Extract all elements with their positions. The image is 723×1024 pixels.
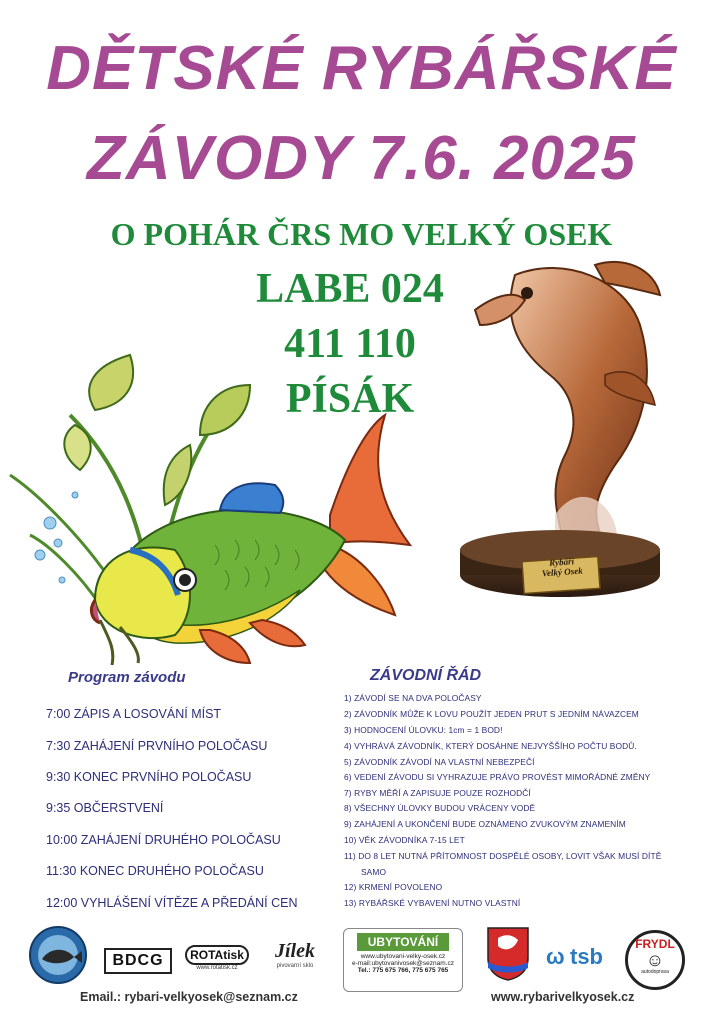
rule-item: 6) VEDENÍ ZÁVODU SI VYHRAZUJE PRÁVO PROVÉST MIMOŘÁDNÉ ZMĚNY [344, 772, 651, 782]
rule-item: 7) RYBY MĚŘÍ A ZAPISUJE POUZE ROZHODČÍ [344, 788, 531, 798]
rule-item: 10) VĚK ZÁVODNÍKA 7-15 LET [344, 835, 465, 845]
rule-item: 11) DO 8 LET NUTNÁ PŘÍTOMNOST DOSPĚLÉ OSOBY, LOVIT VŠAK MUSÍ DÍTĚ [344, 851, 662, 861]
tsb-mark-icon: ω [546, 944, 565, 969]
river-label: LABE 024 [256, 266, 444, 312]
ubytovani-title: UBYTOVÁNÍ [357, 933, 449, 951]
jilek-sub: pivovarní sklo [276, 963, 314, 969]
program-item: 12:00 VYHLÁŠENÍ VÍTĚZE A PŘEDÁNÍ CEN [46, 896, 298, 910]
cup-title: O POHÁR ČRS MO VELKÝ OSEK [110, 216, 613, 252]
plaque-line1: Rybáři [548, 556, 575, 568]
bdcg-logo: BDCG [104, 948, 172, 974]
rotatisk-web: www.rotatisk.cz [196, 965, 238, 971]
footer-email[interactable]: Email.: rybari-velkyosek@seznam.cz [80, 990, 298, 1004]
program-item: 9:35 OBČERSTVENÍ [46, 801, 164, 815]
program-item: 9:30 KONEC PRVNÍHO POLOČASU [46, 770, 252, 784]
ubytovani-email: e-mail:ubytovanivosek@seznam.cz [352, 960, 454, 967]
jilek-logo [265, 940, 325, 969]
carp-illustration [0, 345, 420, 675]
ubytovani-web: www.ubytovani-velky-osek.cz [360, 953, 446, 960]
rule-item: 2) ZÁVODNÍK MŮŽE K LOVU POUŽÍT JEDEN PRUT S JEDNÍM NÁVAZCEM [344, 709, 639, 719]
program-item: 11:30 KONEC DRUHÉHO POLOČASU [46, 864, 264, 878]
velky-osek-coat-of-arms-icon [484, 924, 532, 982]
rule-item: 5) ZÁVODNÍK ZÁVODÍ NA VLASTNÍ NEBEZPEČÍ [344, 757, 535, 767]
frydl-logo [625, 930, 685, 990]
frydl-person-icon: ☺ [645, 950, 665, 970]
rotatisk-logo [185, 945, 249, 971]
program-item: 7:00 ZÁPIS A LOSOVÁNÍ MÍST [46, 707, 222, 721]
ubytovani-logo [343, 928, 463, 992]
frydl-name: FRYDL [635, 937, 675, 951]
jilek-name: Jílek [275, 940, 315, 962]
program-item: 7:30 ZAHÁJENÍ PRVNÍHO POLOČASU [46, 739, 268, 753]
rule-item: 4) VYHRÁVÁ ZÁVODNÍK, KTERÝ DOSÁHNE NEJVYŠŠÍHO POČTU BODŮ. [344, 741, 637, 751]
program-item: 10:00 ZAHÁJENÍ DRUHÉHO POLOČASU [46, 833, 281, 847]
rules-heading: ZÁVODNÍ ŘÁD [370, 667, 482, 684]
frydl-sub: autodoprava [641, 969, 669, 975]
river-number: 411 110 [284, 321, 416, 367]
tsb-logo [546, 942, 610, 972]
rule-item: 3) HODNOCENÍ ÚLOVKU: 1cm = 1 BOD! [344, 725, 503, 735]
poster-title-line2: ZÁVODY 7.6. 2025 [86, 124, 637, 193]
program-heading: Program závodu [68, 669, 186, 686]
place-name: PÍSÁK [285, 376, 415, 422]
rotatisk-name: ROTAtisk [185, 945, 249, 965]
rule-item: 9) ZAHÁJENÍ A UKONČENÍ BUDE OZNÁMENO ZVUKOVÝM ZNAMENÍM [344, 819, 626, 829]
crs-club-logo-icon [28, 925, 88, 985]
rule-item-continued: SAMO [361, 867, 387, 877]
rule-item: 13) RYBÁŘSKÉ VYBAVENÍ NUTNO VLASTNÍ [344, 898, 521, 908]
rule-item: 8) VŠECHNY ÚLOVKY BUDOU VRÁCENY VODĚ [344, 803, 536, 813]
rule-item: 1) ZÁVODÍ SE NA DVA POLOČASY [344, 693, 482, 703]
plaque-line2: Velký Osek [541, 565, 583, 579]
ubytovani-tel: Tel.: 775 675 766, 775 675 765 [357, 967, 449, 974]
tsb-name: tsb [570, 944, 603, 969]
rule-item: 12) KRMENÍ POVOLENO [344, 882, 443, 892]
poster-title-line1: DĚTSKÉ RYBÁŘSKÉ [46, 34, 677, 103]
footer-website[interactable]: www.rybarivelkyosek.cz [491, 990, 635, 1004]
